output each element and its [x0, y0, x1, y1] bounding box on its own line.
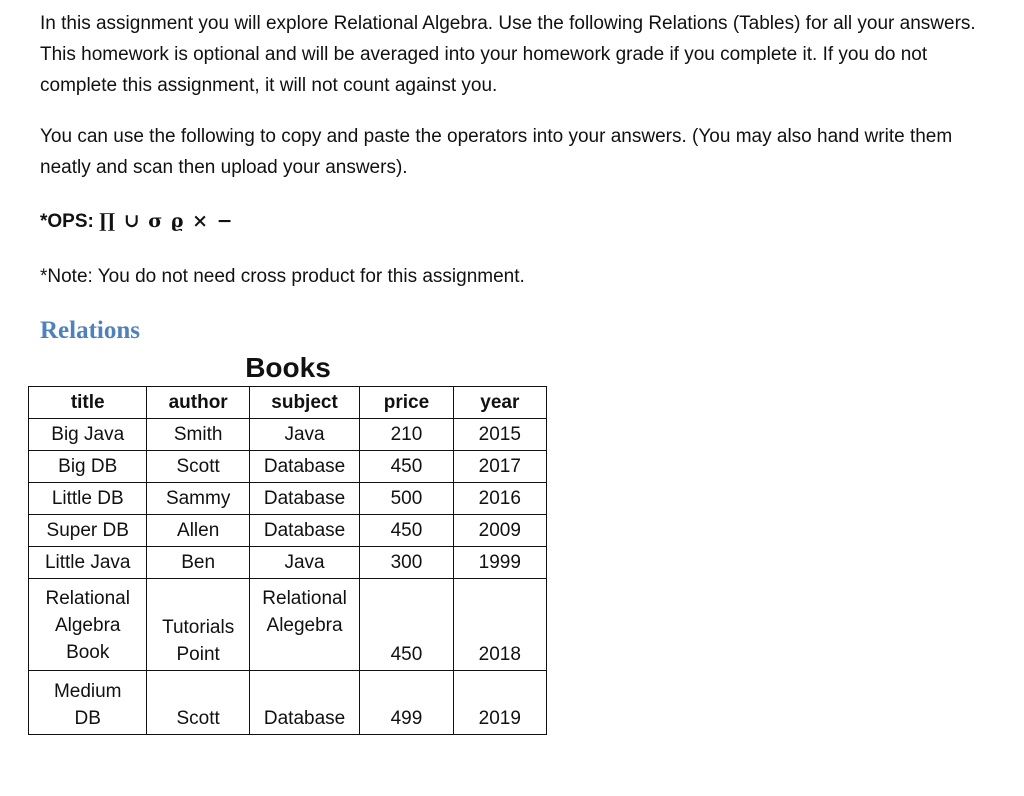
intro-paragraph-2: You can use the following to copy and paste the operators into your answers. (You may also hand write them neatly and scan then upload your answers).	[40, 126, 953, 178]
cell-author: Sammy	[147, 483, 249, 515]
cell-title: Super DB	[29, 515, 147, 547]
operators-label: *OPS:	[40, 211, 100, 232]
cell-subject: Database	[249, 671, 359, 735]
header-title: title	[29, 387, 147, 419]
header-price: price	[360, 387, 453, 419]
table-row	[29, 671, 547, 735]
document-page	[40, 8, 990, 346]
cell-price: 499	[360, 671, 453, 735]
cell-year: 1999	[453, 547, 546, 579]
cell-author: Allen	[147, 515, 249, 547]
books-header-row	[29, 387, 547, 419]
cell-subject: Database	[249, 515, 359, 547]
header-subject: subject	[249, 387, 359, 419]
cell-year: 2017	[453, 451, 546, 483]
header-year: year	[453, 387, 546, 419]
table-row	[29, 515, 547, 547]
cell-price: 450	[360, 451, 453, 483]
cell-title: Little Java	[29, 547, 147, 579]
intro-paragraph-1: In this assignment you will explore Relational Algebra. Use the following Relations (Tables) for all your answers. This homework is optional and will be averaged into your homework grade if you complete it. If you do not complete this assignment, it will not count against you.	[40, 13, 976, 96]
cell-title: Big DB	[29, 451, 147, 483]
table-row	[29, 419, 547, 451]
operators-line	[40, 206, 990, 237]
cell-author: Ben	[147, 547, 249, 579]
cell-price: 450	[360, 579, 453, 671]
cell-subject: Database	[249, 483, 359, 515]
cell-price: 500	[360, 483, 453, 515]
cell-title: Medium DB	[29, 671, 147, 735]
relations-heading: Relations	[40, 317, 140, 344]
cell-year: 2016	[453, 483, 546, 515]
cell-title: Little DB	[29, 483, 147, 515]
cell-year: 2009	[453, 515, 546, 547]
table-row	[29, 579, 547, 671]
cell-price: 210	[360, 419, 453, 451]
cell-subject: Database	[249, 451, 359, 483]
books-relation	[28, 350, 548, 735]
cell-price: 450	[360, 515, 453, 547]
cross-product-note: *Note: You do not need cross product for this assignment.	[40, 266, 525, 287]
cell-title: Big Java	[29, 419, 147, 451]
header-author: author	[147, 387, 249, 419]
table-row	[29, 547, 547, 579]
table-row	[29, 483, 547, 515]
table-row	[29, 451, 547, 483]
cell-subject: Java	[249, 419, 359, 451]
cell-author: Scott	[147, 671, 249, 735]
cell-subject: Relational Alegebra	[249, 579, 359, 671]
cell-year: 2018	[453, 579, 546, 671]
cell-year: 2015	[453, 419, 546, 451]
cell-author: Scott	[147, 451, 249, 483]
cell-title: Relational Algebra Book	[29, 579, 147, 671]
operators-symbols: ∏ ∪ σ ϱ × −	[99, 210, 234, 232]
cell-price: 300	[360, 547, 453, 579]
cell-year: 2019	[453, 671, 546, 735]
cell-author: Tutorials Point	[147, 579, 249, 671]
books-table-title: Books	[245, 352, 331, 383]
cell-subject: Java	[249, 547, 359, 579]
cell-author: Smith	[147, 419, 249, 451]
books-table	[28, 386, 547, 735]
